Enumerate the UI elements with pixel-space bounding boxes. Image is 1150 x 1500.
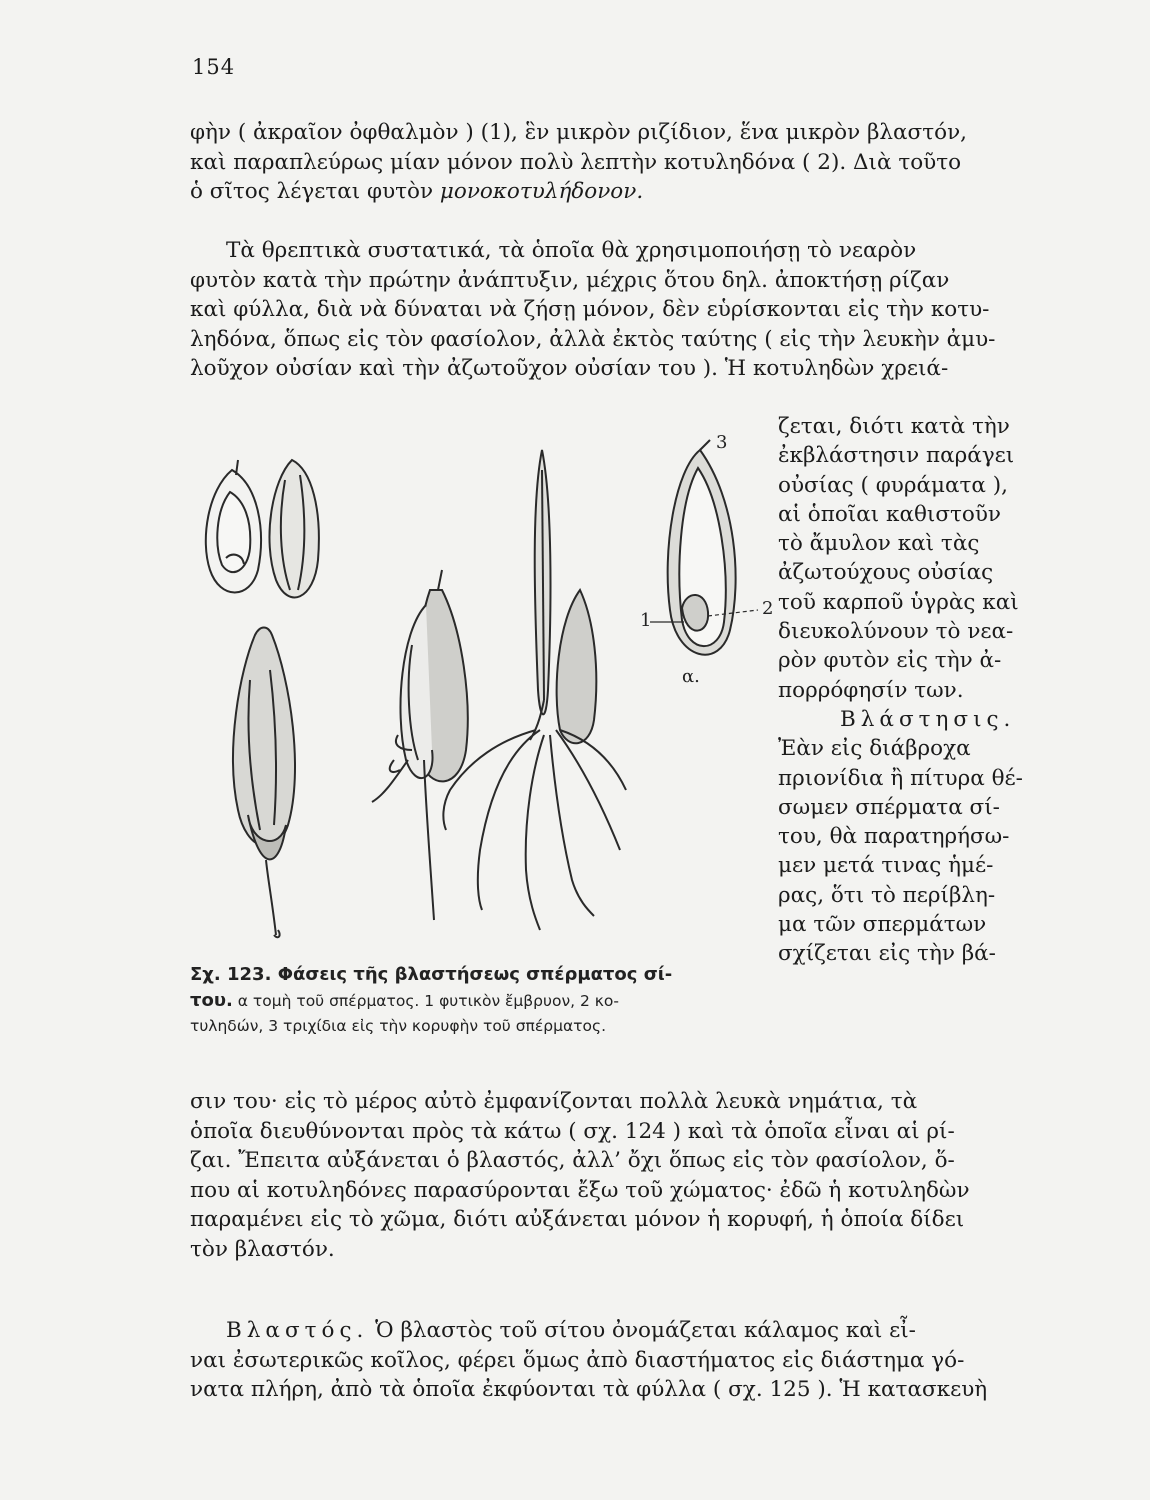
text-line: οὐσίας ( φυράματα ), xyxy=(778,472,1008,498)
italic-term: μονοκοτυλήδονον. xyxy=(439,179,644,204)
caption-text: α τομὴ τοῦ σπέρματος. 1 φυτικὸν ἔμβρυον, 2 κο- xyxy=(232,992,619,1010)
text-line: ρὸν φυτὸν εἰς τὴν ἀ- xyxy=(778,648,1002,674)
seed-section-alpha xyxy=(650,440,758,655)
text-line: πριονίδια ἢ πίτυρα θέ- xyxy=(778,765,1023,791)
text-line: πορρόφησίν των. xyxy=(778,677,964,703)
section-heading-germination: Βλάστησις. xyxy=(840,706,1016,732)
text-line: ἀζωτούχους οὐσίας xyxy=(778,560,994,586)
text-line: του, θὰ παρατηρήσω- xyxy=(778,824,1010,850)
paragraph-3 xyxy=(178,1087,1036,1264)
text-line: τὸ ἄμυλον καὶ τὰς xyxy=(778,531,980,557)
text-line: Τὰ θρεπτικὰ συστατικά, τὰ ὁποῖα θὰ χρησιμοποιήσῃ τὸ νεαρὸν xyxy=(226,238,917,263)
text-line: Ἐὰν εἰς διάβροχα xyxy=(778,736,971,762)
paragraph-2 xyxy=(178,236,1036,384)
text-line: καὶ παραπλεύρως μίαν μόνον πολὺ λεπτὴν κοτυληδόνα ( 2). Διὰ τοῦτο xyxy=(190,149,962,175)
label-hairs: 3 xyxy=(716,432,728,453)
text-fragment: ὁ σῖτος λέγεται φυτὸν xyxy=(190,179,440,204)
text-fragment: Ὁ βλαστὸς τοῦ σίτου ὀνομάζεται κάλαμος καὶ εἶ- xyxy=(368,1318,916,1343)
seed-section-left xyxy=(206,460,261,593)
text-line: αἱ ὁποῖαι καθιστοῦν xyxy=(778,501,1001,527)
text-line: παραμένει εἰς τὸ χῶμα, διότι αὐξάνεται μόνον ἡ κορυφή, ἡ ὁποία δίδει xyxy=(190,1207,965,1232)
section-heading-stem: Βλαστός. xyxy=(226,1318,369,1343)
text-line: φὴν ( ἀκραῖον ὀφθαλμὸν ) (1), ἓν μικρὸν ριζίδιον, ἕνα μικρὸν βλαστόν, xyxy=(190,120,967,145)
sprouting-seed-root xyxy=(233,628,295,938)
text-line: διευκολύνουν τὸ νεα- xyxy=(778,619,1014,645)
text-line xyxy=(178,177,1036,207)
text-line: ὁποῖα διευθύνονται πρὸς τὰ κάτω ( σχ. 124 ) καὶ τὰ ὁποῖα εἶναι αἱ ρί- xyxy=(190,1118,955,1144)
text-line: τοῦ καρποῦ ὑγρὰς καὶ xyxy=(778,589,1019,615)
figure-caption xyxy=(190,962,770,1039)
label-cotyledon: 2 xyxy=(762,598,774,619)
text-line: λοῦχον οὐσίαν καὶ τὴν ἀζωτοῦχον οὐσίαν του ). Ἡ κοτυληδὼν χρειά- xyxy=(190,356,949,381)
text-line: ρας, ὅτι τὸ περίβλη- xyxy=(778,882,996,908)
text-line: σωμεν σπέρματα σί- xyxy=(778,794,1000,820)
seed-germination-figure xyxy=(180,430,780,950)
text-line: νατα πλήρη, ἀπὸ τὰ ὁποῖα ἐκφύονται τὰ φύλλα ( σχ. 125 ). Ἡ κατασκευὴ xyxy=(190,1377,988,1402)
text-line: καὶ φύλλα, διὰ νὰ δύναται νὰ ζήσῃ μόνον, δὲν εὑρίσκονται εἰς τὴν κοτυ- xyxy=(190,297,990,322)
paragraph-4 xyxy=(178,1316,1036,1405)
text-line: σχίζεται εἰς τὴν βά- xyxy=(778,941,996,967)
text-line: ἐκβλάστησιν παράγει xyxy=(778,443,1015,469)
text-line: φυτὸν κατὰ τὴν πρώτην ἀνάπτυξιν, μέχρις ὅτου δηλ. ἀποκτήσῃ ρίζαν xyxy=(190,267,950,293)
text-line: ζαι. Ἔπειτα αὐξάνεται ὁ βλαστός, ἀλλ’ ὄχι ὅπως εἰς τὸν φασίολον, ὅ- xyxy=(190,1148,955,1173)
text-line xyxy=(178,1316,1036,1346)
paragraph-1 xyxy=(178,118,1036,207)
caption-line: τυληδών, 3 τριχίδια εἰς τὴν κορυφὴν τοῦ σπέρματος. xyxy=(190,1017,606,1035)
text-line: μα τῶν σπερμάτων xyxy=(778,912,987,938)
label-alpha: α. xyxy=(682,666,700,687)
text-line: τὸν βλαστόν. xyxy=(190,1236,335,1262)
label-embryo: 1 xyxy=(640,610,652,631)
caption-title: Σχ. 123. Φάσεις τῆς βλαστήσεως σπέρματος σί- xyxy=(190,964,673,985)
figure-illustration xyxy=(180,430,780,950)
seedling xyxy=(443,450,626,930)
text-line: μεν μετά τινας ἡμέ- xyxy=(778,853,994,879)
seed-whole xyxy=(269,460,318,597)
text-line: ναι ἐσωτερικῶς κοῖλος, φέρει ὅμως ἀπὸ διαστήματος εἰς διάστημα γό- xyxy=(190,1347,965,1373)
text-line: ζεται, διότι κατὰ τὴν xyxy=(778,414,1010,439)
text-line: σιν του· εἰς τὸ μέρος αὐτὸ ἐμφανίζονται πολλὰ λευκὰ νημάτια, τὰ xyxy=(190,1089,918,1114)
text-line: ληδόνα, ὅπως εἰς τὸν φασίολον, ἀλλὰ ἐκτὸς ταύτης ( εἰς τὴν λευκὴν ἀμυ- xyxy=(190,326,996,352)
sprouting-seed-split xyxy=(372,570,468,920)
text-line: που αἱ κοτυληδόνες παρασύρονται ἔξω τοῦ χώματος· ἐδῶ ἡ κοτυληδὼν xyxy=(190,1177,970,1203)
caption-title-end: του. xyxy=(190,990,233,1011)
caption-line xyxy=(190,988,770,1014)
page-number: 154 xyxy=(192,55,236,79)
right-column-text xyxy=(778,412,1040,969)
caption-line xyxy=(190,962,770,988)
